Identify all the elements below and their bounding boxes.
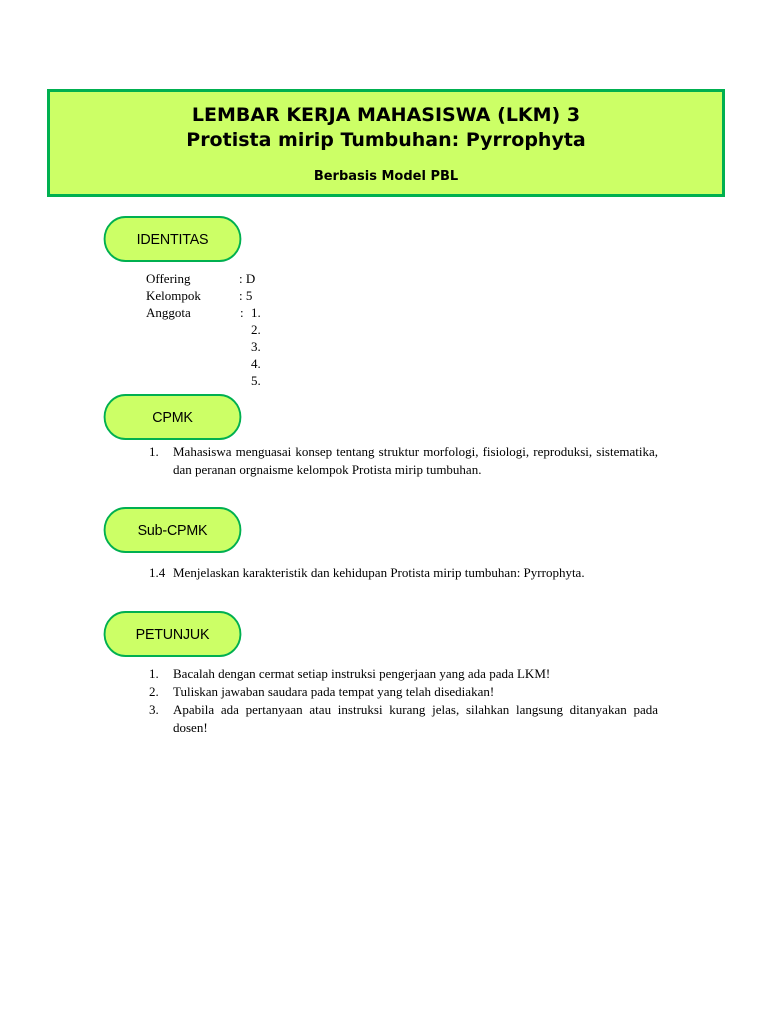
list-item bbox=[146, 683, 658, 701]
list-item-text: Tuliskan jawaban saudara pada tempat yang telah disediakan! bbox=[173, 684, 495, 699]
list-item-number: 1. bbox=[149, 666, 159, 681]
anggota-number: 3. bbox=[251, 339, 261, 354]
section-cpmk: CPMK bbox=[104, 394, 242, 440]
list-item-number: 3. bbox=[149, 702, 159, 717]
list-item bbox=[146, 564, 658, 582]
list-item-text: Mahasiswa menguasai konsep tentang struktur morfologi, fisiologi, reproduksi, sistematika, dan peranan orgnaisme kelompok Protista mirip tumbuhan. bbox=[173, 444, 658, 477]
offering-value: : D bbox=[239, 271, 256, 286]
page-title: LEMBAR KERJA MAHASISWA (LKM) 3 bbox=[191, 104, 581, 126]
list-item-number: 1.4 bbox=[149, 565, 166, 580]
anggota-number: 5. bbox=[251, 373, 261, 388]
section-sub-cpmk: Sub-CPMK bbox=[104, 507, 242, 553]
anggota-number: 4. bbox=[251, 356, 261, 371]
anggota-number: 2. bbox=[251, 322, 261, 337]
petunjuk-list bbox=[146, 665, 658, 737]
list-item-text: Bacalah dengan cermat setiap instruksi pengerjaan yang ada pada LKM! bbox=[173, 666, 551, 681]
list-item-number: 2. bbox=[149, 684, 159, 699]
list-item bbox=[146, 665, 658, 683]
list-item bbox=[146, 443, 658, 479]
list-item-number: 1. bbox=[149, 444, 159, 459]
header-box bbox=[47, 89, 725, 197]
model-label: Berbasis Model PBL bbox=[313, 169, 459, 184]
list-item bbox=[146, 701, 658, 737]
list-item-text: Apabila ada pertanyaan atau instruksi kurang jelas, silahkan langsung ditanyakan pada dosen! bbox=[173, 702, 658, 735]
anggota-separator: : bbox=[240, 305, 244, 320]
list-item-text: Menjelaskan karakteristik dan kehidupan Protista mirip tumbuhan: Pyrrophyta. bbox=[173, 565, 585, 580]
anggota-number: 1. bbox=[251, 305, 261, 320]
kelompok-value: : 5 bbox=[239, 288, 253, 303]
offering-label: Offering bbox=[146, 271, 191, 286]
cpmk-list bbox=[146, 443, 658, 479]
section-petunjuk: PETUNJUK bbox=[104, 611, 242, 657]
page-subtitle: Protista mirip Tumbuhan: Pyrrophyta bbox=[186, 129, 586, 151]
section-identitas: IDENTITAS bbox=[104, 216, 242, 262]
anggota-label: Anggota bbox=[146, 305, 191, 320]
sub-cpmk-list bbox=[146, 564, 658, 582]
kelompok-label: Kelompok bbox=[146, 288, 201, 303]
